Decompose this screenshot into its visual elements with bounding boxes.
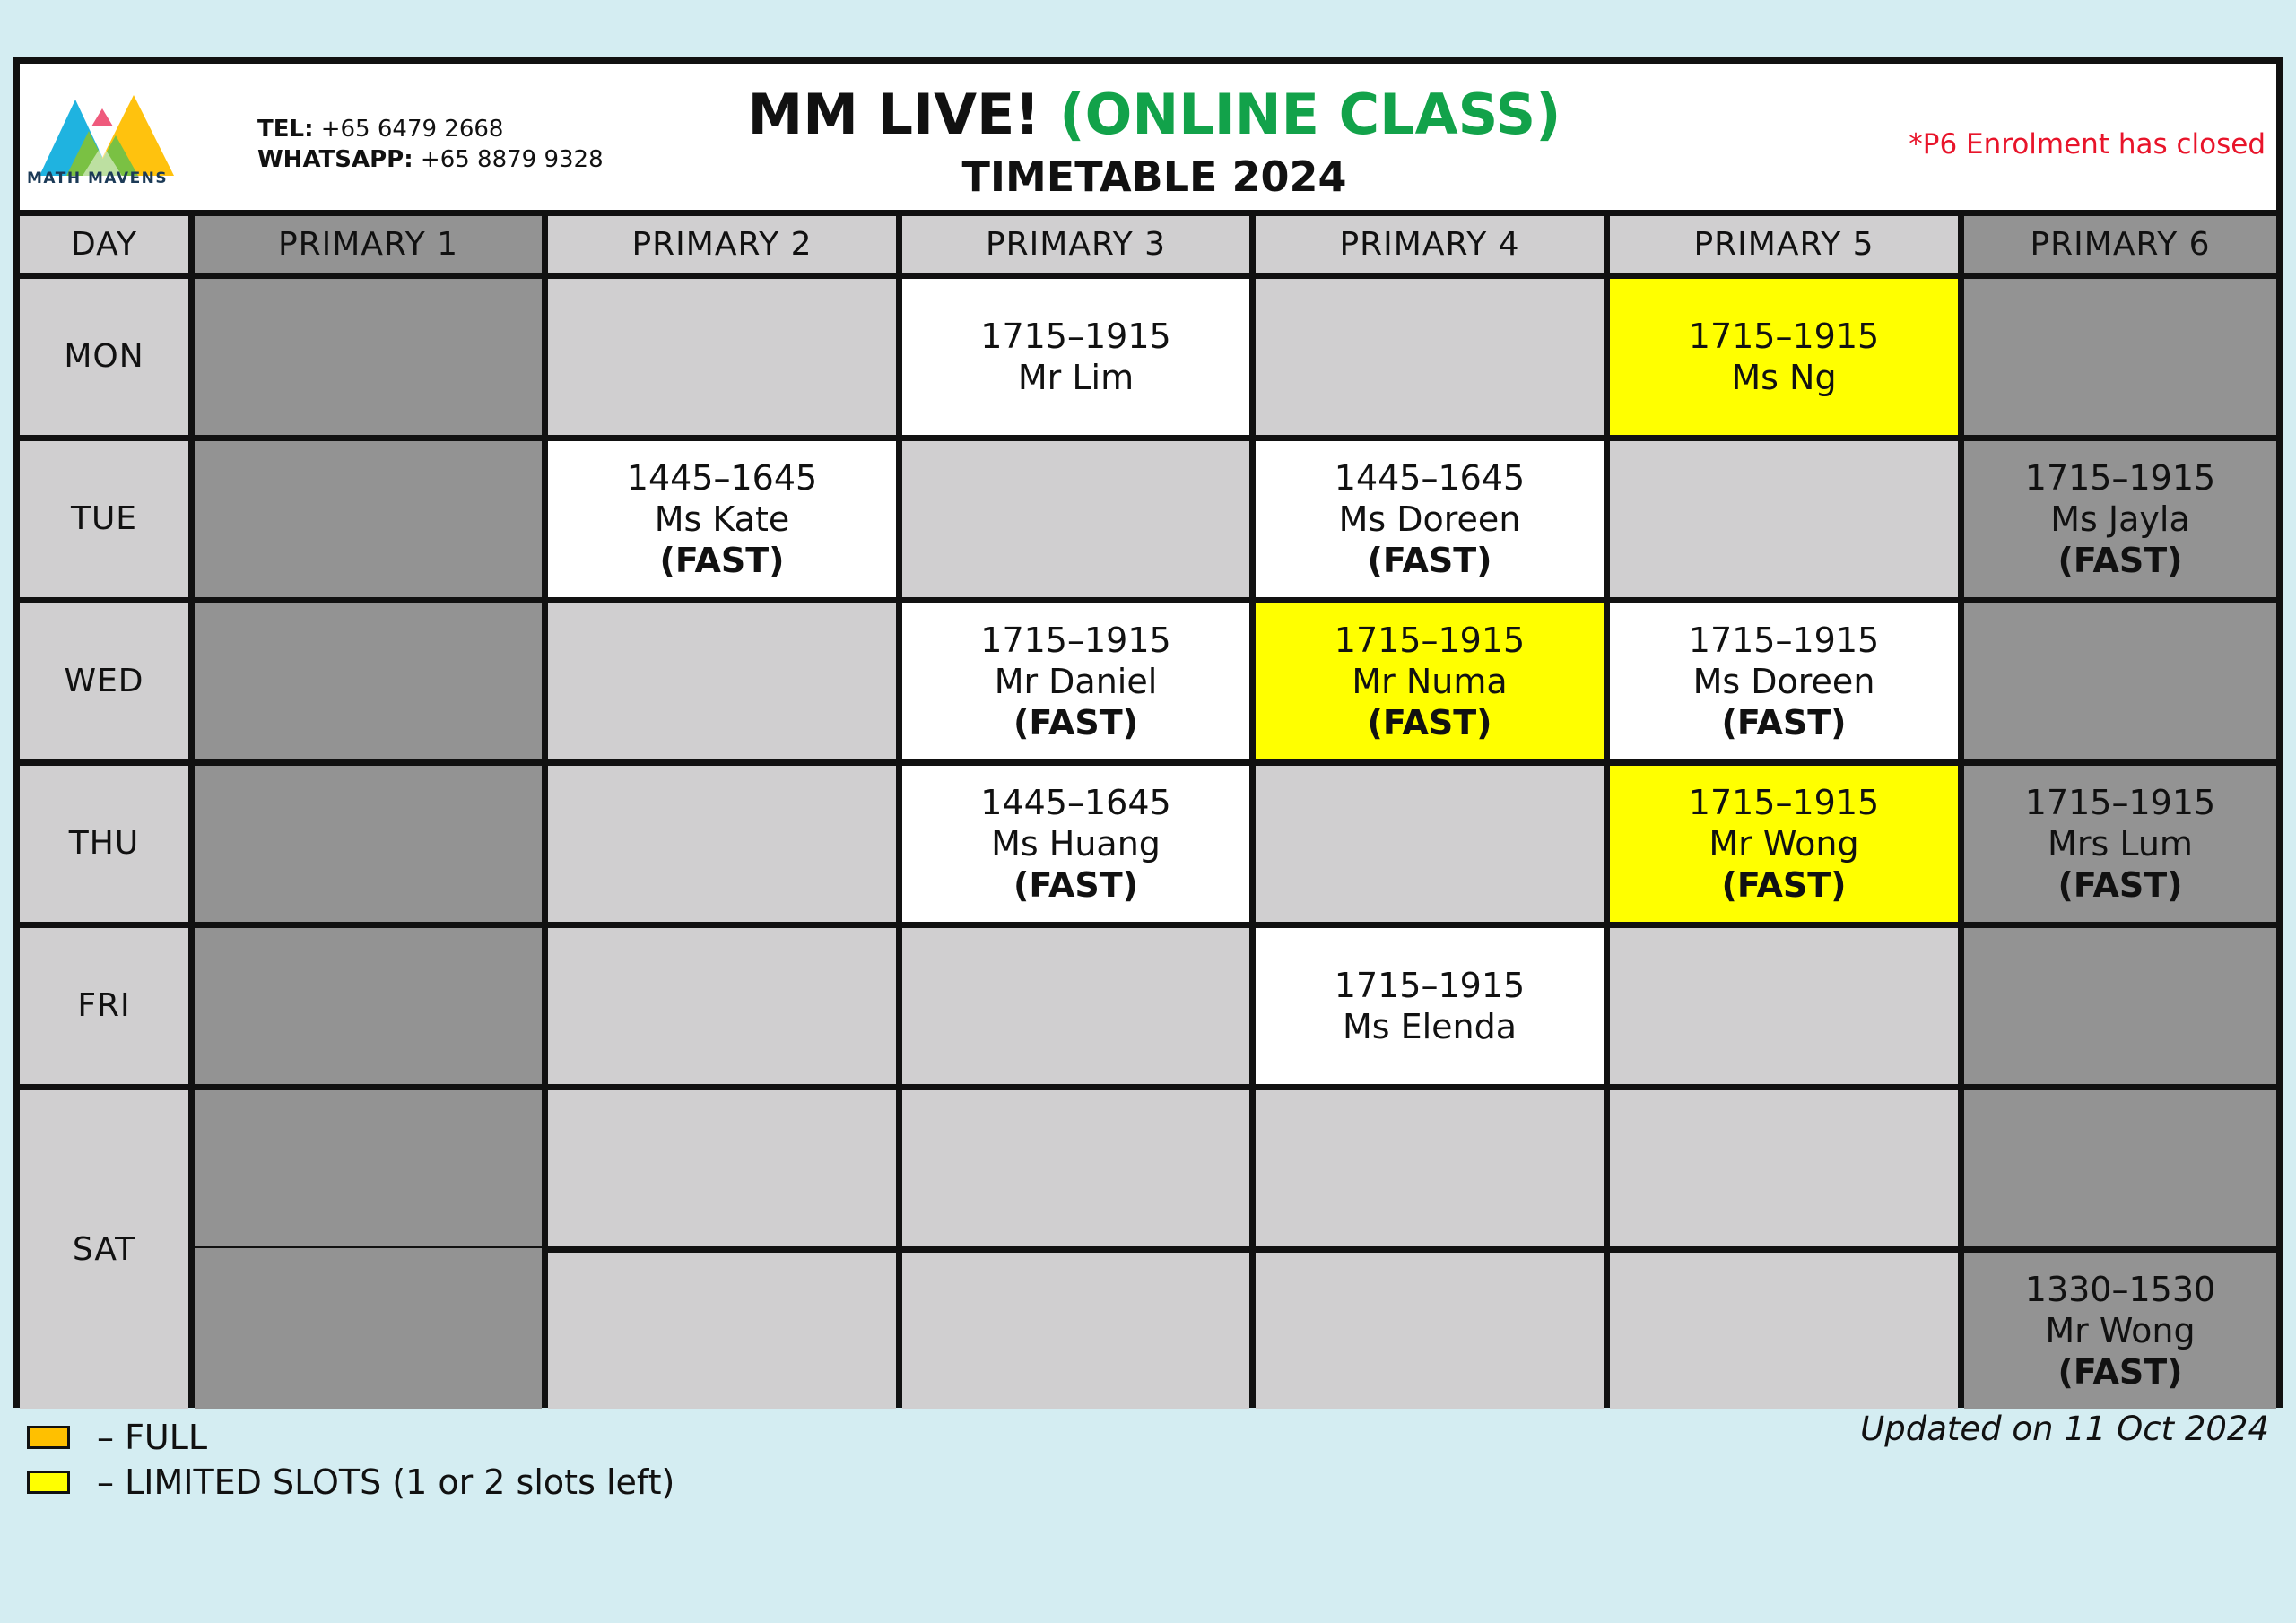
- slot-teacher: Mrs Lum: [2048, 824, 2193, 864]
- legend-full: [27, 1415, 674, 1460]
- slot-empty: [1610, 928, 1958, 1084]
- timetable-sheet: [13, 57, 2283, 1408]
- full-swatch-icon: [27, 1426, 70, 1449]
- slot-thu-p6[interactable]: [1964, 766, 2276, 922]
- slot-empty: [195, 603, 542, 759]
- timetable-grid: [20, 216, 2276, 1402]
- updated-date: Updated on 11 Oct 2024: [1860, 1410, 2269, 1448]
- col-header-p4: PRIMARY 4: [1256, 216, 1604, 273]
- title-highlight: (ONLINE CLASS): [1059, 82, 1561, 147]
- limited-swatch-icon: [27, 1471, 70, 1494]
- slot-teacher: Mr Daniel: [994, 662, 1158, 701]
- slot-empty: [1256, 1253, 1604, 1409]
- slot-empty: [195, 441, 542, 597]
- slot-tag: (FAST): [659, 541, 785, 580]
- slot-empty: [1610, 1090, 1958, 1246]
- slot-empty: [902, 928, 1249, 1084]
- slot-empty: [1964, 279, 2276, 435]
- page-subtitle: TIMETABLE 2024: [961, 152, 1347, 201]
- slot-time: 1715–1915: [980, 621, 1171, 660]
- slot-empty: [195, 928, 542, 1084]
- slot-tag: (FAST): [2057, 865, 2183, 905]
- col-header-p6: PRIMARY 6: [1964, 216, 2276, 273]
- slot-tag: (FAST): [1013, 865, 1139, 905]
- slot-time: 1715–1915: [2024, 783, 2216, 822]
- slot-teacher: Mr Wong: [1709, 824, 1859, 864]
- slot-teacher: Ms Elenda: [1342, 1007, 1518, 1046]
- slot-teacher: Ms Huang: [991, 824, 1161, 864]
- slot-time: 1330–1530: [2024, 1270, 2216, 1309]
- slot-teacher: Ms Doreen: [1338, 499, 1521, 539]
- slot-wed-p4[interactable]: [1256, 603, 1604, 759]
- slot-empty: [195, 766, 542, 922]
- col-header-p1: PRIMARY 1: [195, 216, 542, 273]
- slot-time: 1445–1645: [1334, 458, 1526, 498]
- slot-teacher: Ms Ng: [1731, 358, 1837, 397]
- day-tue: TUE: [20, 441, 188, 597]
- header: [20, 64, 2276, 216]
- slot-empty: [1256, 279, 1604, 435]
- slot-mon-p3[interactable]: [902, 279, 1249, 435]
- slot-empty: [548, 603, 896, 759]
- slot-time: 1445–1645: [626, 458, 818, 498]
- slot-thu-p5[interactable]: [1610, 766, 1958, 922]
- slot-teacher: Ms Kate: [654, 499, 790, 539]
- whatsapp-line: [257, 144, 604, 175]
- tel-line: [257, 114, 604, 144]
- page-title: [594, 82, 1715, 148]
- slot-tag: (FAST): [1367, 541, 1492, 580]
- slot-thu-p3[interactable]: [902, 766, 1249, 922]
- slot-empty: [195, 279, 542, 435]
- legend-full-label: – FULL: [97, 1418, 208, 1457]
- col-header-p3: PRIMARY 3: [902, 216, 1249, 273]
- slot-empty: [1256, 766, 1604, 922]
- title-main: MM LIVE!: [747, 82, 1040, 147]
- slot-teacher: Ms Jayla: [2050, 499, 2190, 539]
- slot-time: 1715–1915: [980, 317, 1171, 356]
- slot-tue-p4[interactable]: [1256, 441, 1604, 597]
- enrolment-notice: *P6 Enrolment has closed: [1909, 128, 2266, 161]
- slot-empty: [1610, 1253, 1958, 1409]
- col-header-day: DAY: [20, 216, 188, 273]
- slot-tag: (FAST): [1013, 703, 1139, 742]
- slot-empty: [548, 279, 896, 435]
- slot-tue-p2[interactable]: [548, 441, 896, 597]
- slot-empty: [1964, 603, 2276, 759]
- slot-tag: (FAST): [1721, 865, 1847, 905]
- slot-empty: [902, 1253, 1249, 1409]
- slot-empty: [195, 1090, 542, 1409]
- logo-text: MATH MAVENS: [27, 169, 169, 187]
- tel-value[interactable]: +65 6479 2668: [320, 116, 504, 143]
- slot-empty: [1964, 928, 2276, 1084]
- divider: [195, 1246, 542, 1248]
- slot-teacher: Mr Numa: [1352, 662, 1508, 701]
- slot-wed-p3[interactable]: [902, 603, 1249, 759]
- slot-tag: (FAST): [2057, 541, 2183, 580]
- slot-empty: [548, 928, 896, 1084]
- contact-info: [257, 114, 604, 175]
- whatsapp-label: WHATSAPP:: [257, 146, 413, 173]
- day-sat: SAT: [20, 1090, 188, 1409]
- slot-empty: [548, 1090, 896, 1246]
- slot-teacher: Mr Wong: [2045, 1311, 2196, 1350]
- slot-tag: (FAST): [1721, 703, 1847, 742]
- day-wed: WED: [20, 603, 188, 759]
- slot-time: 1715–1915: [2024, 458, 2216, 498]
- slot-mon-p5[interactable]: [1610, 279, 1958, 435]
- col-header-p2: PRIMARY 2: [548, 216, 896, 273]
- slot-empty: [902, 1090, 1249, 1246]
- slot-sat-p6[interactable]: [1964, 1253, 2276, 1409]
- slot-time: 1715–1915: [1688, 317, 1880, 356]
- slot-tue-p6[interactable]: [1964, 441, 2276, 597]
- slot-empty: [902, 441, 1249, 597]
- legend-limited: [27, 1460, 674, 1505]
- slot-time: 1445–1645: [980, 783, 1171, 822]
- slot-teacher: Mr Lim: [1017, 358, 1135, 397]
- tel-label: TEL:: [257, 116, 314, 143]
- slot-empty: [548, 1253, 896, 1409]
- whatsapp-value[interactable]: +65 8879 9328: [420, 146, 604, 173]
- day-thu: THU: [20, 766, 188, 922]
- day-fri: FRI: [20, 928, 188, 1084]
- slot-empty: [1256, 1090, 1604, 1246]
- slot-time: 1715–1915: [1688, 783, 1880, 822]
- slot-fri-p4[interactable]: [1256, 928, 1604, 1084]
- day-mon: MON: [20, 279, 188, 435]
- slot-empty: [1610, 441, 1958, 597]
- slot-time: 1715–1915: [1334, 966, 1526, 1005]
- col-header-p5: PRIMARY 5: [1610, 216, 1958, 273]
- slot-wed-p5[interactable]: [1610, 603, 1958, 759]
- slot-empty: [548, 766, 896, 922]
- legend: [27, 1415, 674, 1505]
- slot-time: 1715–1915: [1688, 621, 1880, 660]
- slot-tag: (FAST): [2057, 1352, 2183, 1392]
- slot-time: 1715–1915: [1334, 621, 1526, 660]
- slot-tag: (FAST): [1367, 703, 1492, 742]
- legend-limited-label: – LIMITED SLOTS (1 or 2 slots left): [97, 1462, 675, 1502]
- slot-teacher: Ms Doreen: [1692, 662, 1875, 701]
- slot-empty: [1964, 1090, 2276, 1246]
